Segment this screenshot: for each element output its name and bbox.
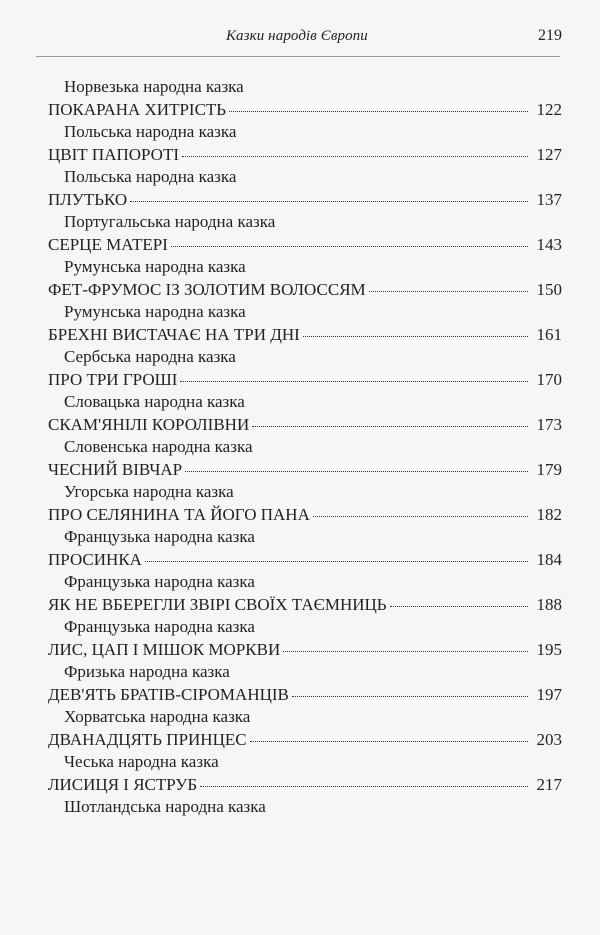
toc-entry: [48, 187, 562, 212]
toc-entry: [48, 322, 562, 347]
toc-origin: Угорська народна казка: [64, 482, 234, 501]
toc-entry: [48, 502, 562, 527]
toc-title: ЯК НЕ ВБЕРЕГЛИ ЗВІРІ СВОЇХ ТАЄМНИЦЬ: [48, 595, 387, 614]
dot-leader: [313, 515, 528, 517]
toc-entry: [48, 97, 562, 122]
toc-entry: [48, 592, 562, 617]
toc-page-number: 195: [536, 640, 562, 659]
toc-origin: Словацька народна казка: [64, 392, 245, 411]
toc-title: ЛИС, ЦАП І МІШОК МОРКВИ: [48, 640, 281, 659]
toc-title: ЦВІТ ПАПОРОТІ: [48, 145, 180, 164]
toc-origin: Французька народна казка: [64, 617, 255, 636]
dot-leader: [130, 200, 528, 202]
toc-entry: [48, 547, 562, 572]
toc-title: СЕРЦЕ МАТЕРІ: [48, 235, 168, 254]
page-number: 219: [538, 27, 562, 44]
toc-origin: Чеська народна казка: [64, 752, 219, 771]
toc-origin: Польська народна казка: [64, 167, 237, 186]
toc-page-number: 182: [536, 505, 562, 524]
dot-leader: [171, 245, 528, 247]
dot-leader: [250, 740, 528, 742]
toc-page-number: 203: [536, 730, 562, 749]
toc-page-number: 173: [536, 415, 562, 434]
toc-page-number: 127: [536, 145, 562, 164]
header-rule: [36, 56, 560, 57]
toc-entry: [48, 232, 562, 257]
dot-leader: [185, 470, 528, 472]
toc-entry: [48, 457, 562, 482]
toc-page-number: 184: [536, 550, 562, 569]
toc-page-number: 161: [536, 325, 562, 344]
toc-title: ДЕВ'ЯТЬ БРАТІВ-СІРОМАНЦІВ: [48, 685, 289, 704]
toc-title: ПЛУТЬКО: [48, 190, 128, 209]
dot-leader: [182, 155, 528, 157]
page-header: [0, 26, 600, 50]
toc-page-number: 143: [536, 235, 562, 254]
toc-title: ПРО ТРИ ГРОШІ: [48, 370, 178, 389]
toc-entry: [48, 727, 562, 752]
dot-leader: [283, 650, 528, 652]
toc-page-number: 122: [536, 100, 562, 119]
toc-entry: [48, 637, 562, 662]
toc-entry: [48, 277, 562, 302]
toc-origin: Румунська народна казка: [64, 257, 246, 276]
dot-leader: [292, 695, 528, 697]
toc-title: ЛИСИЦЯ І ЯСТРУБ: [48, 775, 198, 794]
toc-title: ПРО СЕЛЯНИНА ТА ЙОГО ПАНА: [48, 505, 310, 524]
toc-title: ДВАНАДЦЯТЬ ПРИНЦЕС: [48, 730, 247, 749]
toc-entry: [48, 772, 562, 797]
toc-page-number: 150: [536, 280, 562, 299]
toc-list: [48, 77, 562, 797]
toc-origin: Португальська народна казка: [64, 212, 276, 231]
toc-entry: [48, 367, 562, 392]
running-title: Казки народів Європи: [226, 28, 368, 44]
toc-title: БРЕХНІ ВИСТАЧАЄ НА ТРИ ДНІ: [48, 325, 300, 344]
toc-entry: [48, 682, 562, 707]
toc-entry: [48, 412, 562, 437]
toc-origin: Хорватська народна казка: [64, 707, 251, 726]
dot-leader: [303, 335, 528, 337]
toc-title: ПРОСИНКА: [48, 550, 142, 569]
toc-origin: Фризька народна казка: [64, 662, 230, 681]
toc-origin: Румунська народна казка: [64, 302, 246, 321]
toc-page-number: 188: [536, 595, 562, 614]
toc-origin: Сербська народна казка: [64, 347, 236, 366]
dot-leader: [252, 425, 528, 427]
toc-trailing-origin: Шотландська народна казка: [64, 797, 266, 816]
toc-title: СКАМ'ЯНІЛІ КОРОЛІВНИ: [48, 415, 250, 434]
toc-page-number: 170: [536, 370, 562, 389]
toc-title: ЧЕСНИЙ ВІВЧАР: [48, 460, 183, 479]
toc-page-number: 217: [536, 775, 562, 794]
dot-leader: [200, 785, 528, 787]
table-of-contents: [48, 77, 562, 817]
dot-leader: [180, 380, 528, 382]
toc-origin: Французька народна казка: [64, 572, 255, 591]
toc-page-number: 197: [536, 685, 562, 704]
toc-page-number: 137: [536, 190, 562, 209]
dot-leader: [229, 110, 528, 112]
dot-leader: [145, 560, 528, 562]
toc-origin: Польська народна казка: [64, 122, 237, 141]
dot-leader: [369, 290, 528, 292]
toc-title: ФЕТ-ФРУМОС ІЗ ЗОЛОТИМ ВОЛОССЯМ: [48, 280, 366, 299]
toc-title: ПОКАРАНА ХИТРІСТЬ: [48, 100, 227, 119]
toc-origin: Норвезька народна казка: [64, 77, 244, 96]
toc-origin: Словенська народна казка: [64, 437, 253, 456]
toc-entry: [48, 142, 562, 167]
toc-origin: Французька народна казка: [64, 527, 255, 546]
toc-page-number: 179: [536, 460, 562, 479]
dot-leader: [390, 605, 528, 607]
